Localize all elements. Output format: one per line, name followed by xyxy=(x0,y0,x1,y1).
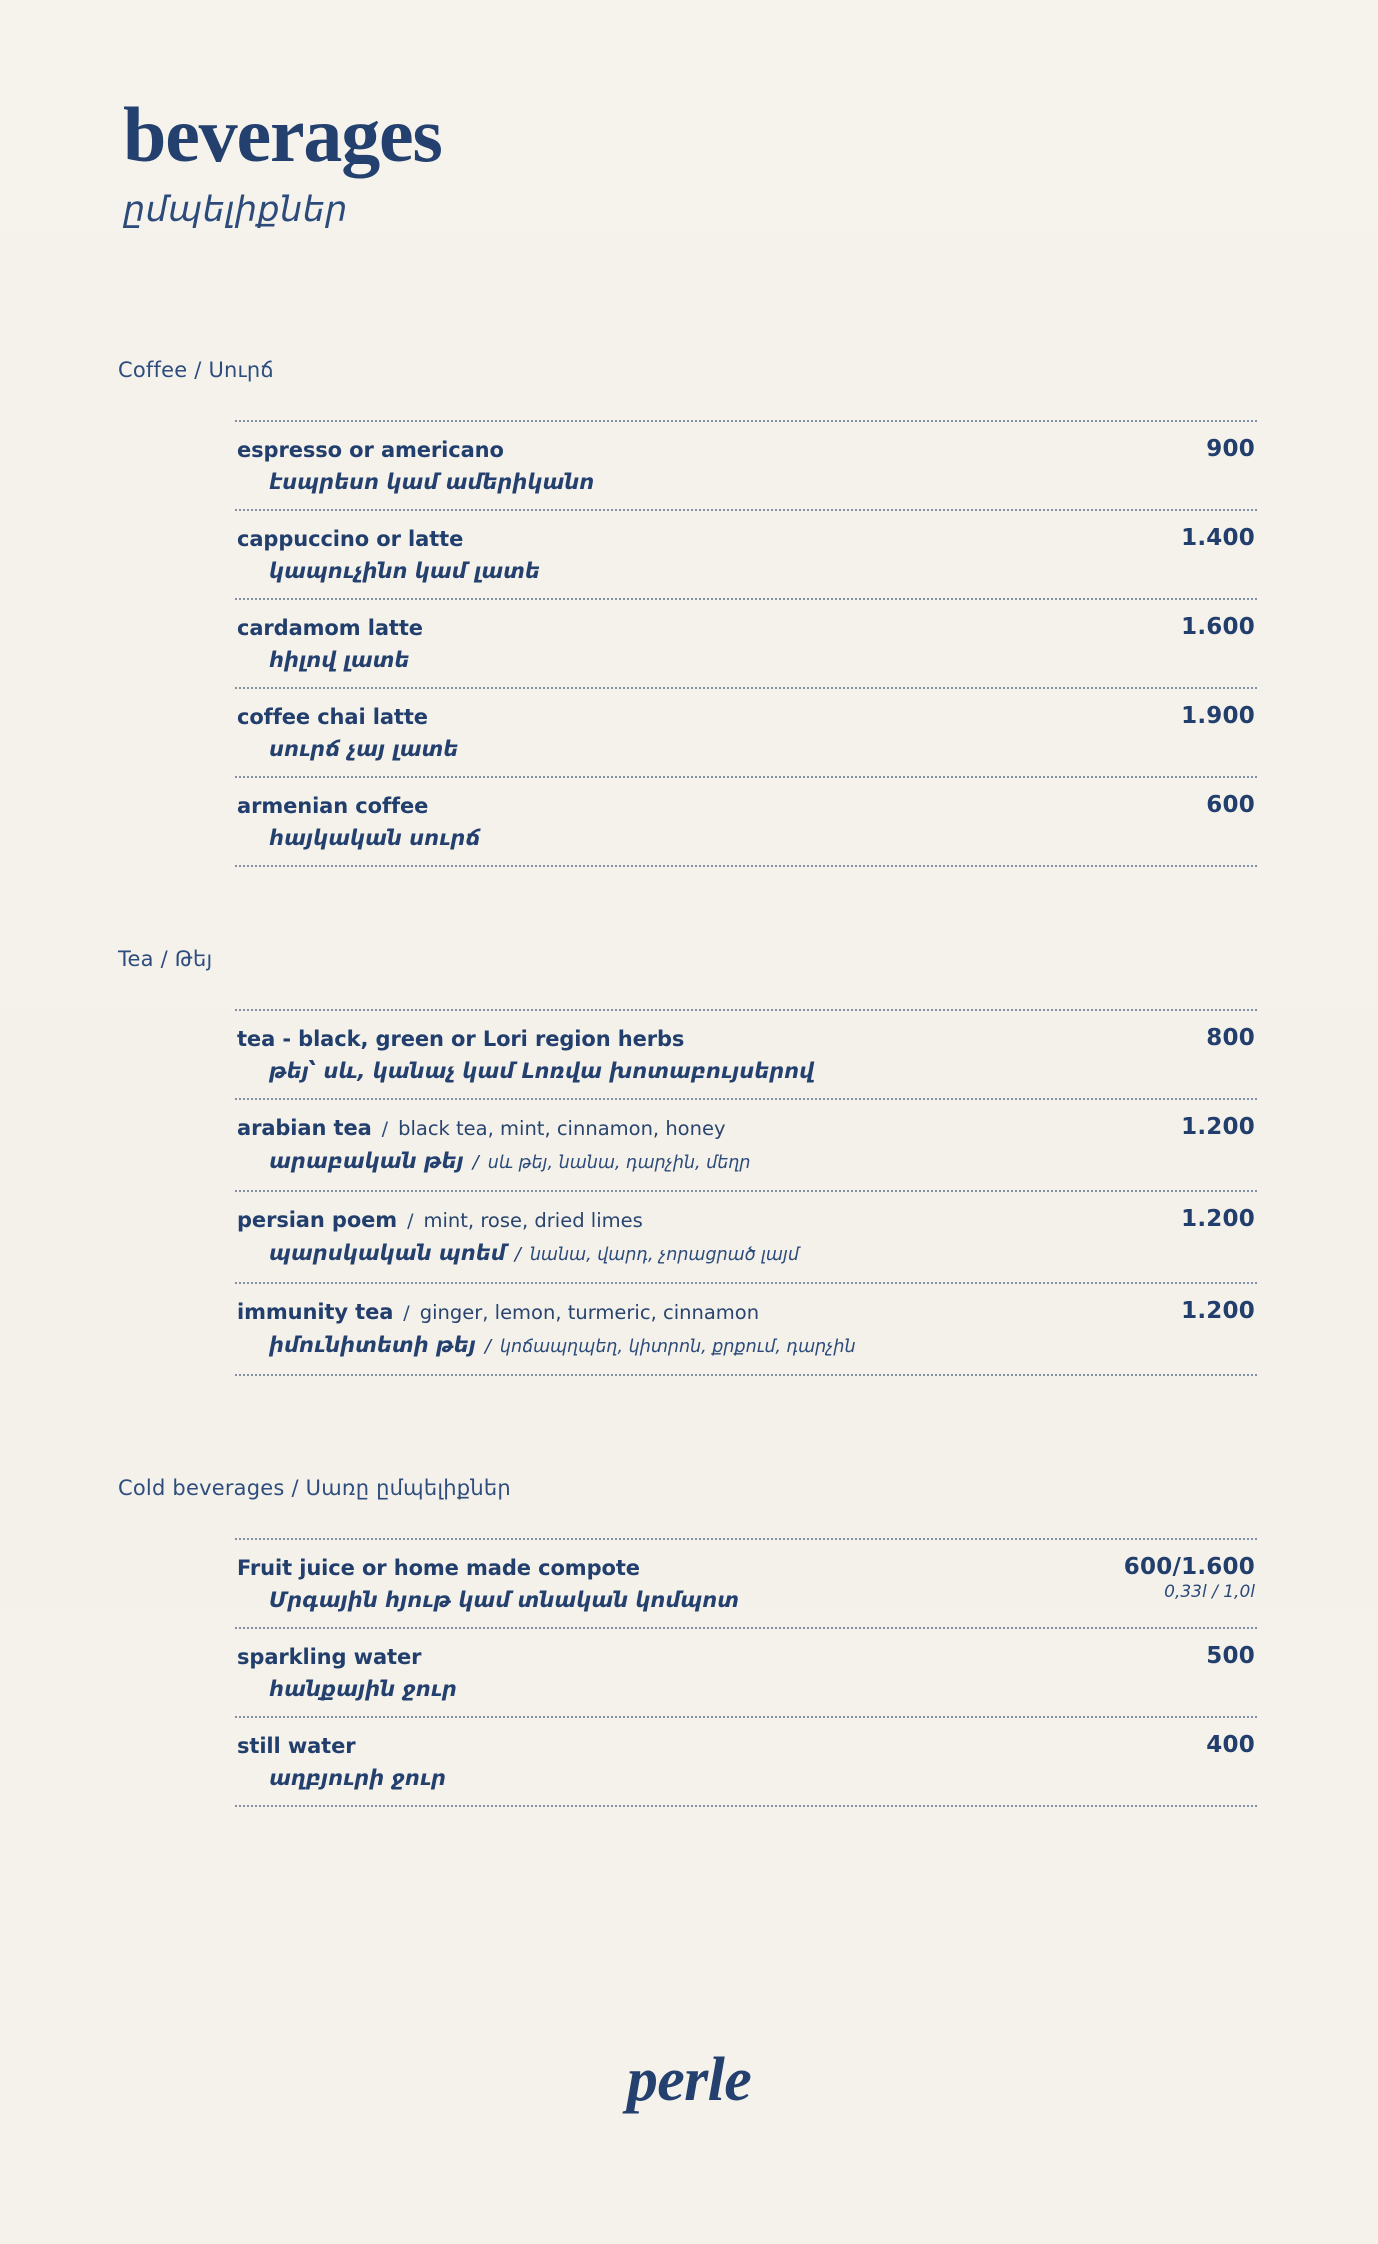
menu-item xyxy=(235,1284,1257,1376)
item-line-armenian xyxy=(237,1331,1017,1361)
menu-section xyxy=(118,358,1257,867)
item-price-block xyxy=(1181,1114,1255,1140)
item-description-armenian: սև թեյ, նանա, դարչին, մեղր xyxy=(487,1153,751,1173)
item-price: 500 xyxy=(1206,1643,1255,1669)
item-description-english: mint, rose, dried limes xyxy=(423,1209,643,1232)
item-description-english: black tea, mint, cinnamon, honey xyxy=(398,1117,726,1140)
menu-item xyxy=(235,1011,1257,1100)
item-price: 600/1.600 xyxy=(1123,1554,1255,1580)
item-line-english xyxy=(237,1115,1017,1142)
item-price: 1.900 xyxy=(1181,703,1255,729)
item-price-block xyxy=(1181,1206,1255,1232)
menu-item xyxy=(235,511,1257,600)
item-name-english: cappuccino or latte xyxy=(237,527,464,551)
item-line-english xyxy=(237,526,1017,552)
item-line-english xyxy=(237,437,1017,463)
item-line-english xyxy=(237,704,1017,730)
item-line-english xyxy=(237,1299,1017,1326)
item-name-armenian: սուրճ չայ լատե xyxy=(269,737,459,761)
page-title: beverages xyxy=(123,91,442,178)
menu-item xyxy=(235,778,1257,867)
menu-item xyxy=(235,600,1257,689)
item-price-block xyxy=(1206,1643,1255,1669)
item-name-armenian: պարսկական պոեմ xyxy=(269,1241,506,1265)
item-name-english: armenian coffee xyxy=(237,794,429,818)
item-name-armenian: աղբյուրի ջուր xyxy=(269,1766,447,1790)
item-line-armenian xyxy=(237,1764,1017,1792)
item-price-block xyxy=(1206,1025,1255,1051)
item-line-english xyxy=(237,1644,1017,1670)
section-header: Cold beverages / Սառը ըմպելիքներ xyxy=(118,1476,511,1500)
item-separator: / xyxy=(381,1118,389,1140)
item-name-english: arabian tea xyxy=(237,1116,372,1140)
item-separator-armenian: / xyxy=(514,1244,521,1265)
section-items xyxy=(235,420,1257,867)
item-price-block xyxy=(1124,1554,1255,1602)
item-text xyxy=(237,1555,1257,1614)
item-line-armenian xyxy=(237,1057,1017,1085)
item-price: 800 xyxy=(1206,1025,1255,1051)
item-separator: / xyxy=(407,1210,414,1232)
menu-item xyxy=(235,1540,1257,1629)
menu-item xyxy=(235,1718,1257,1807)
item-line-english xyxy=(237,1207,1017,1234)
item-price: 600 xyxy=(1206,792,1255,818)
doc-header xyxy=(0,91,1378,230)
item-line-armenian xyxy=(237,557,1017,585)
section-items xyxy=(235,1538,1257,1807)
item-price: 1.400 xyxy=(1181,525,1255,551)
menu-section xyxy=(118,947,1257,1376)
item-name-english: sparkling water xyxy=(237,1645,422,1669)
item-description-armenian: նանա, վարդ, չորացրած լայմ xyxy=(529,1245,799,1265)
brand-logo: perle xyxy=(626,2046,752,2114)
item-line-armenian xyxy=(237,735,1017,763)
item-line-english xyxy=(237,1555,1017,1581)
item-line-english xyxy=(237,793,1017,819)
item-name-armenian: հայկական սուրճ xyxy=(269,826,481,850)
item-name-english: cardamom latte xyxy=(237,616,423,640)
item-text xyxy=(237,1026,1257,1085)
item-price-block xyxy=(1181,614,1255,640)
item-separator: / xyxy=(403,1302,410,1324)
item-name-armenian: հանքային ջուր xyxy=(269,1677,457,1701)
item-text xyxy=(237,704,1257,763)
item-line-english xyxy=(237,1026,1017,1052)
item-name-armenian: իմունիտետի թեյ xyxy=(269,1333,476,1357)
item-price: 1.200 xyxy=(1181,1206,1255,1232)
item-name-armenian: կապուչինո կամ լատե xyxy=(269,559,540,583)
item-line-armenian xyxy=(237,1239,1017,1269)
item-name-armenian: հիլով լատե xyxy=(269,648,410,672)
item-text xyxy=(237,1115,1257,1177)
item-name-english: still water xyxy=(237,1734,356,1758)
item-price-block xyxy=(1206,436,1255,462)
item-name-armenian: Մրգային հյութ կամ տնական կոմպոտ xyxy=(269,1588,740,1612)
item-name-english: coffee chai latte xyxy=(237,705,428,729)
item-name-armenian: արաբական թեյ xyxy=(269,1149,464,1173)
item-line-armenian xyxy=(237,1675,1017,1703)
item-price: 400 xyxy=(1206,1732,1255,1758)
item-price: 1.200 xyxy=(1181,1298,1255,1324)
item-price: 900 xyxy=(1206,436,1255,462)
item-price-block xyxy=(1181,525,1255,551)
item-line-armenian xyxy=(237,468,1017,496)
item-description-english: ginger, lemon, turmeric, cinnamon xyxy=(419,1301,760,1324)
item-price-block xyxy=(1206,1732,1255,1758)
item-price-block xyxy=(1206,792,1255,818)
item-line-armenian xyxy=(237,1147,1017,1177)
item-separator-armenian: / xyxy=(484,1336,491,1357)
menu-item xyxy=(235,689,1257,778)
item-text xyxy=(237,1207,1257,1269)
item-name-english: tea - black, green or Lori region herbs xyxy=(237,1027,685,1051)
section-header: Tea / Թեյ xyxy=(118,947,213,971)
item-price: 1.600 xyxy=(1181,614,1255,640)
menu-section xyxy=(118,1476,1257,1807)
item-text xyxy=(237,437,1257,496)
item-text xyxy=(237,615,1257,674)
item-name-armenian: թեյ՝ սև, կանաչ կամ Լոռվա խոտաբույսերով xyxy=(269,1059,815,1083)
item-name-english: espresso or americano xyxy=(237,438,504,462)
item-price: 1.200 xyxy=(1181,1114,1255,1140)
item-name-english: immunity tea xyxy=(237,1300,394,1324)
section-items xyxy=(235,1009,1257,1376)
item-price-block xyxy=(1181,1298,1255,1324)
section-header: Coffee / Սուրճ xyxy=(118,358,274,382)
item-line-english xyxy=(237,615,1017,641)
item-text xyxy=(237,1299,1257,1361)
item-text xyxy=(237,526,1257,585)
item-price-block xyxy=(1181,703,1255,729)
item-separator-armenian: / xyxy=(472,1152,479,1173)
item-name-armenian: էսպրեսո կամ ամերիկանո xyxy=(269,470,595,494)
item-name-english: Fruit juice or home made compote xyxy=(237,1556,640,1580)
item-text xyxy=(237,1644,1257,1703)
item-name-english: persian poem xyxy=(237,1208,398,1232)
item-line-armenian xyxy=(237,646,1017,674)
item-text xyxy=(237,793,1257,852)
menu-item xyxy=(235,1100,1257,1192)
menu-item xyxy=(235,1192,1257,1284)
item-line-english xyxy=(237,1733,1017,1759)
item-description-armenian: կոճապղպեղ, կիտրոն, քրքում, դարչին xyxy=(499,1337,856,1357)
page-subtitle-armenian: ըմպելիքներ xyxy=(123,190,348,230)
item-text xyxy=(237,1733,1257,1792)
menu-item xyxy=(235,422,1257,511)
item-line-armenian xyxy=(237,824,1017,852)
menu-item xyxy=(235,1629,1257,1718)
menu-sections xyxy=(0,358,1378,1807)
item-line-armenian xyxy=(237,1586,1017,1614)
item-price-note: 0,33l / 1,0l xyxy=(1164,1582,1255,1602)
